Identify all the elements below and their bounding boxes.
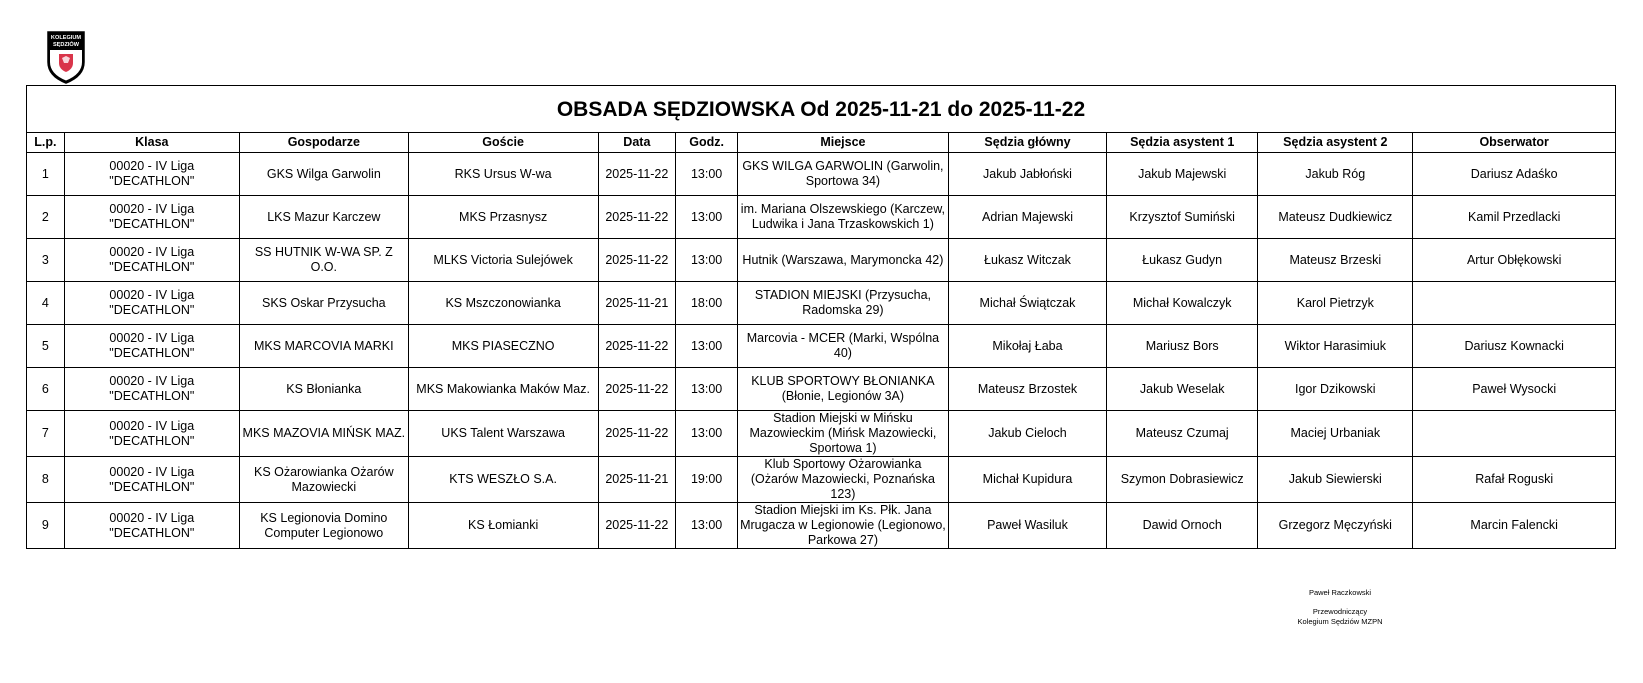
- cell-obserwator: [1413, 411, 1616, 457]
- cell-goscie: RKS Ursus W-wa: [408, 153, 598, 196]
- cell-sedzia-glowny: Paweł Wasiluk: [948, 503, 1106, 549]
- cell-miejsce: Hutnik (Warszawa, Marymoncka 42): [738, 239, 949, 282]
- cell-asystent-2: Igor Dzikowski: [1258, 368, 1413, 411]
- table-row: [27, 368, 1616, 411]
- cell-asystent-1: Szymon Dobrasiewicz: [1107, 457, 1258, 503]
- cell-lp: 6: [27, 368, 65, 411]
- cell-obserwator: Rafał Roguski: [1413, 457, 1616, 503]
- cell-sedzia-glowny: Michał Świątczak: [948, 282, 1106, 325]
- cell-godz: 13:00: [676, 325, 738, 368]
- cell-sedzia-glowny: Jakub Cieloch: [948, 411, 1106, 457]
- cell-data: 2025-11-22: [598, 368, 676, 411]
- cell-obserwator: Dariusz Kownacki: [1413, 325, 1616, 368]
- cell-klasa: 00020 - IV Liga "DECATHLON": [64, 239, 239, 282]
- cell-lp: 3: [27, 239, 65, 282]
- col-header-data: Data: [598, 133, 676, 153]
- cell-lp: 8: [27, 457, 65, 503]
- cell-klasa: 00020 - IV Liga "DECATHLON": [64, 325, 239, 368]
- cell-asystent-1: Łukasz Gudyn: [1107, 239, 1258, 282]
- signatory-name: Paweł Raczkowski: [1308, 588, 1372, 597]
- cell-sedzia-glowny: Adrian Majewski: [948, 196, 1106, 239]
- cell-godz: 13:00: [676, 239, 738, 282]
- cell-data: 2025-11-22: [598, 503, 676, 549]
- cell-asystent-1: Michał Kowalczyk: [1107, 282, 1258, 325]
- cell-goscie: MKS Makowianka Maków Maz.: [408, 368, 598, 411]
- cell-asystent-1: Jakub Weselak: [1107, 368, 1258, 411]
- cell-sedzia-glowny: Łukasz Witczak: [948, 239, 1106, 282]
- cell-goscie: KTS WESZŁO S.A.: [408, 457, 598, 503]
- col-header-asystent-1: Sędzia asystent 1: [1107, 133, 1258, 153]
- cell-godz: 18:00: [676, 282, 738, 325]
- signatory-organization: Kolegium Sędziów MZPN: [1297, 617, 1383, 626]
- cell-asystent-2: Wiktor Harasimiuk: [1258, 325, 1413, 368]
- cell-asystent-2: Karol Pietrzyk: [1258, 282, 1413, 325]
- kolegium-logo: [46, 30, 86, 85]
- table-row: [27, 282, 1616, 325]
- cell-asystent-1: Dawid Ornoch: [1107, 503, 1258, 549]
- cell-klasa: 00020 - IV Liga "DECATHLON": [64, 503, 239, 549]
- cell-data: 2025-11-22: [598, 153, 676, 196]
- col-header-gospodarze: Gospodarze: [239, 133, 408, 153]
- cell-goscie: KS Łomianki: [408, 503, 598, 549]
- cell-asystent-2: Mateusz Brzeski: [1258, 239, 1413, 282]
- cell-goscie: MKS Przasnysz: [408, 196, 598, 239]
- cell-gospodarze: KS Ożarowianka Ożarów Mazowiecki: [239, 457, 408, 503]
- cell-goscie: MKS PIASECZNO: [408, 325, 598, 368]
- cell-miejsce: Stadion Miejski im Ks. Płk. Jana Mrugacza w Legionowie (Legionowo, Parkowa 27): [738, 503, 949, 549]
- table-row: [27, 196, 1616, 239]
- table-row: [27, 457, 1616, 503]
- cell-klasa: 00020 - IV Liga "DECATHLON": [64, 457, 239, 503]
- col-header-klasa: Klasa: [64, 133, 239, 153]
- cell-sedzia-glowny: Mateusz Brzostek: [948, 368, 1106, 411]
- col-header-lp: L.p.: [27, 133, 65, 153]
- cell-klasa: 00020 - IV Liga "DECATHLON": [64, 411, 239, 457]
- cell-gospodarze: GKS Wilga Garwolin: [239, 153, 408, 196]
- document-title: OBSADA SĘDZIOWSKA Od 2025-11-21 do 2025-11-22: [27, 86, 1616, 133]
- logo-text-line-2: SĘDZIÓW: [52, 42, 80, 48]
- cell-godz: 13:00: [676, 503, 738, 549]
- cell-klasa: 00020 - IV Liga "DECATHLON": [64, 368, 239, 411]
- col-header-miejsce: Miejsce: [738, 133, 949, 153]
- cell-miejsce: GKS WILGA GARWOLIN (Garwolin, Sportowa 34): [738, 153, 949, 196]
- cell-lp: 7: [27, 411, 65, 457]
- cell-obserwator: Kamil Przedlacki: [1413, 196, 1616, 239]
- col-header-asystent-2: Sędzia asystent 2: [1258, 133, 1413, 153]
- cell-godz: 13:00: [676, 196, 738, 239]
- cell-gospodarze: KS Legionovia Domino Computer Legionowo: [239, 503, 408, 549]
- table-row: [27, 411, 1616, 457]
- cell-obserwator: Marcin Falencki: [1413, 503, 1616, 549]
- cell-sedzia-glowny: Jakub Jabłoński: [948, 153, 1106, 196]
- referee-assignment-table: [26, 85, 1616, 549]
- cell-sedzia-glowny: Mikołaj Łaba: [948, 325, 1106, 368]
- table-row: [27, 325, 1616, 368]
- cell-miejsce: Stadion Miejski w Mińsku Mazowieckim (Mińsk Mazowiecki, Sportowa 1): [738, 411, 949, 457]
- cell-data: 2025-11-22: [598, 411, 676, 457]
- cell-gospodarze: LKS Mazur Karczew: [239, 196, 408, 239]
- cell-goscie: UKS Talent Warszawa: [408, 411, 598, 457]
- cell-lp: 9: [27, 503, 65, 549]
- col-header-goscie: Goście: [408, 133, 598, 153]
- col-header-obserwator: Obserwator: [1413, 133, 1616, 153]
- cell-data: 2025-11-22: [598, 196, 676, 239]
- cell-gospodarze: MKS MARCOVIA MARKI: [239, 325, 408, 368]
- cell-lp: 4: [27, 282, 65, 325]
- cell-goscie: KS Mszczonowianka: [408, 282, 598, 325]
- cell-data: 2025-11-22: [598, 325, 676, 368]
- cell-miejsce: Marcovia - MCER (Marki, Wspólna 40): [738, 325, 949, 368]
- column-header-row: [27, 133, 1616, 153]
- col-header-godz: Godz.: [676, 133, 738, 153]
- cell-obserwator: Artur Obłękowski: [1413, 239, 1616, 282]
- cell-obserwator: Dariusz Adaśko: [1413, 153, 1616, 196]
- cell-godz: 13:00: [676, 153, 738, 196]
- table-row: [27, 503, 1616, 549]
- cell-gospodarze: MKS MAZOVIA MIŃSK MAZ.: [239, 411, 408, 457]
- cell-miejsce: im. Mariana Olszewskiego (Karczew, Ludwika i Jana Trzaskowskich 1): [738, 196, 949, 239]
- cell-asystent-2: Maciej Urbaniak: [1258, 411, 1413, 457]
- cell-godz: 13:00: [676, 368, 738, 411]
- cell-miejsce: Klub Sportowy Ożarowianka (Ożarów Mazowiecki, Poznańska 123): [738, 457, 949, 503]
- cell-data: 2025-11-21: [598, 282, 676, 325]
- table-row: [27, 153, 1616, 196]
- cell-asystent-1: Jakub Majewski: [1107, 153, 1258, 196]
- cell-asystent-2: Grzegorz Męczyński: [1258, 503, 1413, 549]
- cell-gospodarze: SS HUTNIK W-WA SP. Z O.O.: [239, 239, 408, 282]
- cell-lp: 2: [27, 196, 65, 239]
- cell-klasa: 00020 - IV Liga "DECATHLON": [64, 196, 239, 239]
- cell-asystent-1: Krzysztof Sumiński: [1107, 196, 1258, 239]
- cell-lp: 1: [27, 153, 65, 196]
- cell-sedzia-glowny: Michał Kupidura: [948, 457, 1106, 503]
- cell-lp: 5: [27, 325, 65, 368]
- cell-asystent-1: Mateusz Czumaj: [1107, 411, 1258, 457]
- cell-asystent-2: Jakub Róg: [1258, 153, 1413, 196]
- cell-miejsce: KLUB SPORTOWY BŁONIANKA (Błonie, Legionów 3A): [738, 368, 949, 411]
- logo-text-line-1: KOLEGIUM: [50, 35, 82, 41]
- signatory-role: Przewodniczący: [1312, 607, 1368, 616]
- cell-asystent-1: Mariusz Bors: [1107, 325, 1258, 368]
- cell-godz: 19:00: [676, 457, 738, 503]
- cell-gospodarze: SKS Oskar Przysucha: [239, 282, 408, 325]
- cell-data: 2025-11-22: [598, 239, 676, 282]
- cell-gospodarze: KS Błonianka: [239, 368, 408, 411]
- col-header-sedzia-glowny: Sędzia główny: [948, 133, 1106, 153]
- table-row: [27, 239, 1616, 282]
- cell-klasa: 00020 - IV Liga "DECATHLON": [64, 282, 239, 325]
- cell-obserwator: [1413, 282, 1616, 325]
- cell-miejsce: STADION MIEJSKI (Przysucha, Radomska 29): [738, 282, 949, 325]
- cell-obserwator: Paweł Wysocki: [1413, 368, 1616, 411]
- cell-godz: 13:00: [676, 411, 738, 457]
- cell-klasa: 00020 - IV Liga "DECATHLON": [64, 153, 239, 196]
- cell-data: 2025-11-21: [598, 457, 676, 503]
- cell-goscie: MLKS Victoria Sulejówek: [408, 239, 598, 282]
- cell-asystent-2: Jakub Siewierski: [1258, 457, 1413, 503]
- cell-asystent-2: Mateusz Dudkiewicz: [1258, 196, 1413, 239]
